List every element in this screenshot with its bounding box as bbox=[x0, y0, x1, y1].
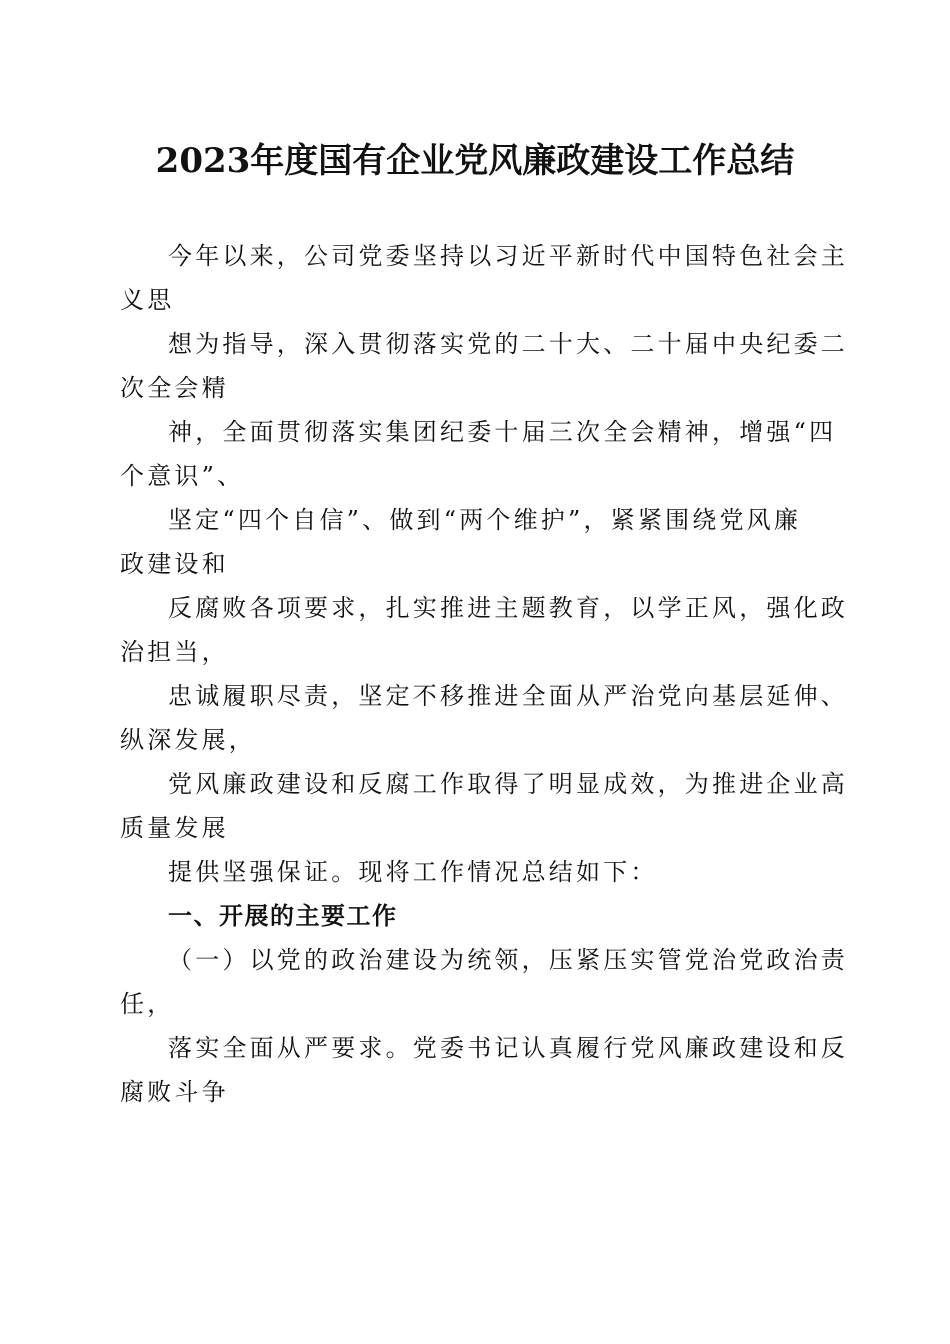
body-text-line: 质量发展 bbox=[120, 814, 229, 842]
body-text-line: 神，全面贯彻落实集团纪委十届三次全会精神，增强“四 bbox=[168, 418, 837, 446]
subsection-heading: （一）以党的政治建设为统领，压紧压实管党治党政治责 bbox=[168, 946, 848, 974]
body-text-line: 次全会精 bbox=[120, 374, 229, 402]
body-text-line: 义思 bbox=[120, 286, 175, 314]
body-text-line: 纵深发展， bbox=[120, 726, 256, 754]
document-title: 2023年度国有企业党风廉政建设工作总结 bbox=[155, 141, 795, 181]
body-text-line: 提供坚强保证。现将工作情况总结如下： bbox=[168, 858, 658, 886]
body-text-line: 坚定“四个自信”、做到“两个维护”，紧紧围绕党风廉 bbox=[168, 506, 802, 534]
body-text-line: 党风廉政建设和反腐工作取得了明显成效，为推进企业高 bbox=[168, 770, 848, 798]
body-text-line: 个意识”、 bbox=[120, 462, 245, 490]
body-text-line: 治担当， bbox=[120, 638, 229, 666]
body-text-line: 忠诚履职尽责，坚定不移推进全面从严治党向基层延伸、 bbox=[168, 682, 848, 710]
body-text-line: 今年以来，公司党委坚持以习近平新时代中国特色社会主 bbox=[168, 242, 848, 270]
section-heading: 一、开展的主要工作 bbox=[168, 901, 398, 930]
body-text-line: 想为指导，深入贯彻落实党的二十大、二十届中央纪委二 bbox=[168, 330, 848, 358]
body-text-line: 反腐败各项要求，扎实推进主题教育，以学正风，强化政 bbox=[168, 594, 848, 622]
body-text-line: 任， bbox=[120, 990, 175, 1018]
body-text-line: 政建设和 bbox=[120, 550, 229, 578]
body-text-line: 腐败斗争 bbox=[120, 1078, 229, 1106]
body-text-line: 落实全面从严要求。党委书记认真履行党风廉政建设和反 bbox=[168, 1034, 848, 1062]
